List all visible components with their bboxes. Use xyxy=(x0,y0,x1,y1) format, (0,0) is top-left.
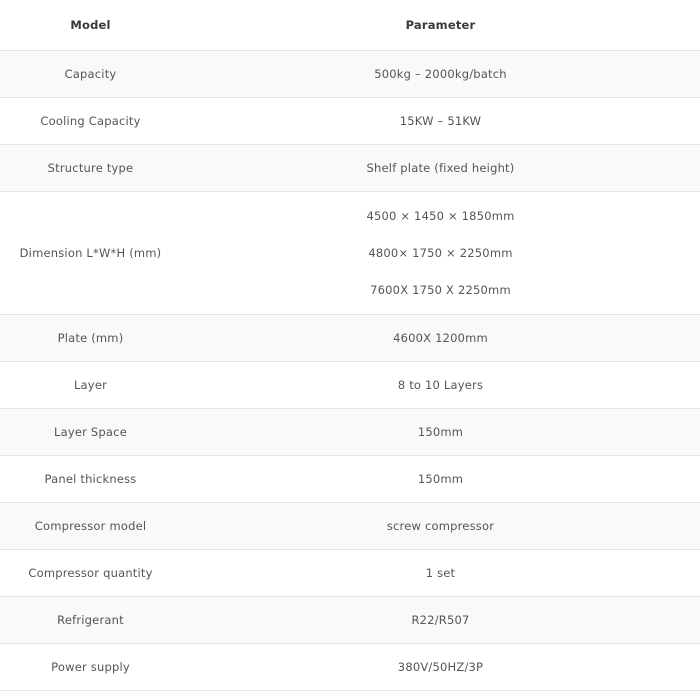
parameter-line: 7600X 1750 X 2250mm xyxy=(370,282,511,297)
parameter-cell: 15KW – 51KW xyxy=(181,98,700,145)
table-row xyxy=(0,145,700,192)
parameter-cell xyxy=(181,192,700,315)
table-header-row xyxy=(0,0,700,51)
table-row xyxy=(0,315,700,362)
table-row xyxy=(0,98,700,145)
model-cell: Compressor quantity xyxy=(0,550,181,597)
model-cell: Power supply xyxy=(0,644,181,691)
table-row xyxy=(0,192,700,315)
model-cell: Compressor model xyxy=(0,503,181,550)
table-row xyxy=(0,362,700,409)
model-cell: Refrigerant xyxy=(0,597,181,644)
table-row xyxy=(0,597,700,644)
parameter-cell: Shelf plate (fixed height) xyxy=(181,145,700,192)
parameter-cell: 1 set xyxy=(181,550,700,597)
table-row xyxy=(0,456,700,503)
parameter-cell: 150mm xyxy=(181,409,700,456)
model-cell: Layer Space xyxy=(0,409,181,456)
table-row xyxy=(0,51,700,98)
column-header-model: Model xyxy=(0,0,181,51)
parameter-cell: 4600X 1200mm xyxy=(181,315,700,362)
model-cell: Panel thickness xyxy=(0,456,181,503)
model-cell: Layer xyxy=(0,362,181,409)
parameter-line: 4500 × 1450 × 1850mm xyxy=(366,208,515,223)
table-row xyxy=(0,409,700,456)
parameter-cell: 8 to 10 Layers xyxy=(181,362,700,409)
parameter-line: 4800× 1750 × 2250mm xyxy=(368,245,513,260)
table-row xyxy=(0,550,700,597)
parameter-cell: 500kg – 2000kg/batch xyxy=(181,51,700,98)
model-cell: Capacity xyxy=(0,51,181,98)
parameter-cell: screw compressor xyxy=(181,503,700,550)
model-cell: Cooling Capacity xyxy=(0,98,181,145)
model-cell: Plate (mm) xyxy=(0,315,181,362)
table-row xyxy=(0,644,700,691)
parameter-cell: 380V/50HZ/3P xyxy=(181,644,700,691)
parameter-cell: 150mm xyxy=(181,456,700,503)
model-cell: Dimension L*W*H (mm) xyxy=(0,192,181,315)
model-cell: Structure type xyxy=(0,145,181,192)
parameter-cell: R22/R507 xyxy=(181,597,700,644)
column-header-parameter: Parameter xyxy=(181,0,700,51)
table-row xyxy=(0,503,700,550)
